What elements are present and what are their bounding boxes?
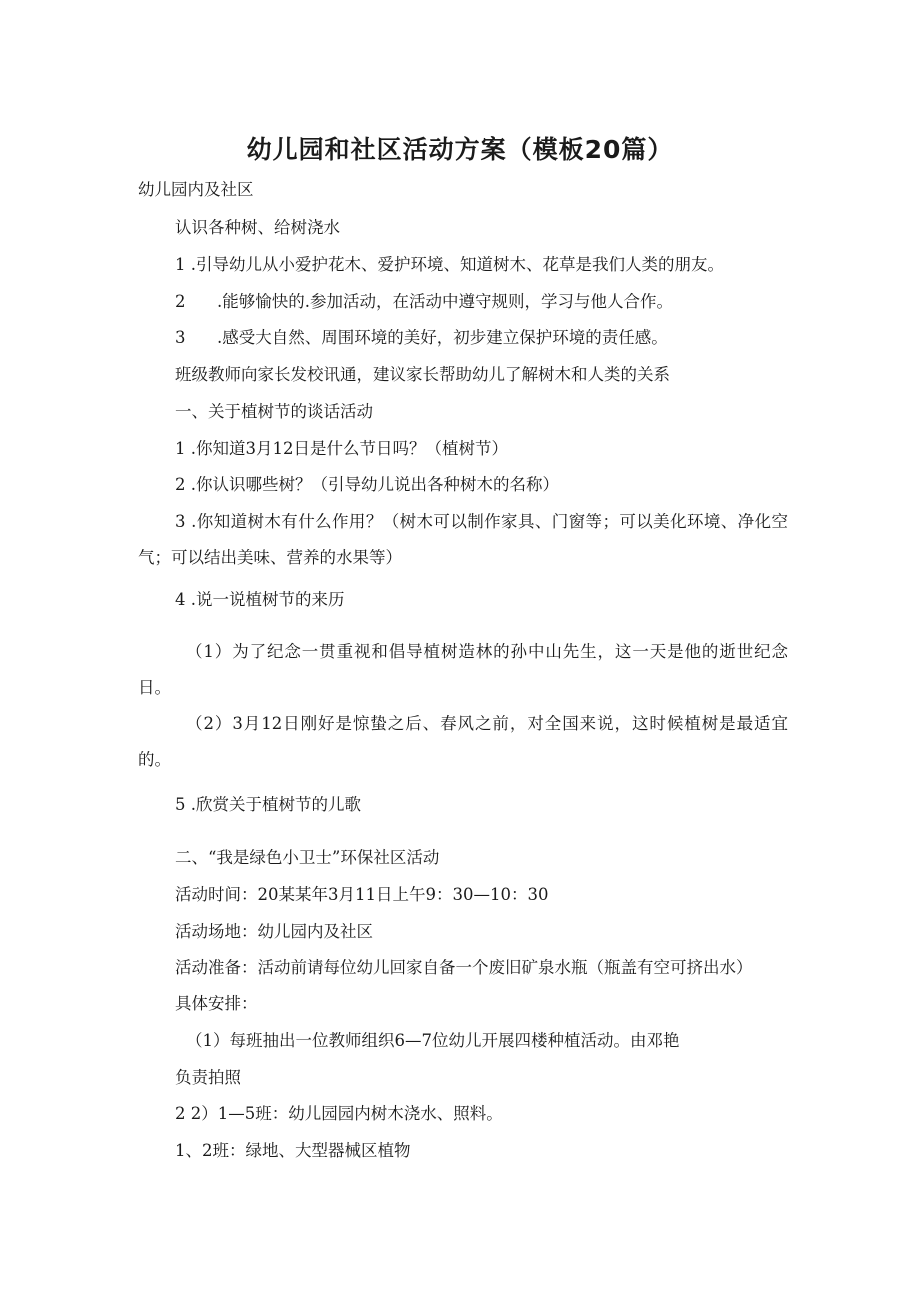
activity-venue: 活动场地：幼儿园内及社区 — [175, 922, 373, 941]
question-item-2: 2 .你认识哪些树？（引导幼儿说出各种树木的名称） — [175, 475, 559, 494]
goal-item-1: 1 .引导幼儿从小爱护花木、爱护环境、知道树木、花草是我们人类的朋友。 — [175, 255, 724, 274]
question-item-5: 5 .欣赏关于植树节的儿歌 — [175, 795, 361, 814]
activity-name: 认识各种树、给树浇水 — [175, 218, 340, 237]
arrangement-heading: 具体安排： — [175, 994, 258, 1013]
arrangement-item-1: （1）每班抽出一位教师组织6—7位幼儿开展四楼种植活动。由邓艳 — [186, 1031, 680, 1050]
arrangement-item-1-continued: 负责拍照 — [175, 1068, 241, 1087]
goal-item-2: 2 .能够愉快的.参加活动，在活动中遵守规则，学习与他人合作。 — [175, 292, 673, 311]
activity-time: 活动时间：20某某年3月11日上午9：30—10：30 — [175, 885, 549, 904]
preparation-text: 班级教师向家长发校讯通，建议家长帮助幼儿了解树木和人类的关系 — [175, 365, 670, 384]
section-location: 幼儿园内及社区 — [138, 180, 254, 199]
section-heading-2: 二、“我是绿色小卫士”环保社区活动 — [175, 848, 440, 867]
activity-preparation: 活动准备：活动前请每位幼儿回家自备一个废旧矿泉水瓶（瓶盖有空可挤出水） — [175, 958, 753, 977]
question-item-1: 1 .你知道3月12日是什么节日吗？（植树节） — [175, 439, 508, 458]
question-item-3: 3 .你知道树木有什么作用？（树木可以制作家具、门窗等；可以美化环境、净化空气；可以结出美味、营养的水果等） — [138, 512, 788, 567]
arrangement-item-3: 1、2班：绿地、大型器械区植物 — [175, 1141, 411, 1160]
history-item-2: （2）3月12日刚好是惊蛰之后、春风之前，对全国来说，这时候植树是最适宜的。 — [138, 714, 788, 769]
goal-item-3: 3 .感受大自然、周围环境的美好，初步建立保护环境的责任感。 — [175, 328, 668, 347]
arrangement-item-2: 2 2）1—5班：幼儿园园内树木浇水、照料。 — [175, 1104, 503, 1123]
question-item-4: 4 .说一说植树节的来历 — [175, 590, 345, 609]
document-title: 幼儿园和社区活动方案（模板20篇） — [246, 135, 674, 164]
section-heading-1: 一、关于植树节的谈话活动 — [175, 402, 373, 421]
history-item-1: （1）为了纪念一贯重视和倡导植树造林的孙中山先生，这一天是他的逝世纪念日。 — [138, 642, 788, 697]
